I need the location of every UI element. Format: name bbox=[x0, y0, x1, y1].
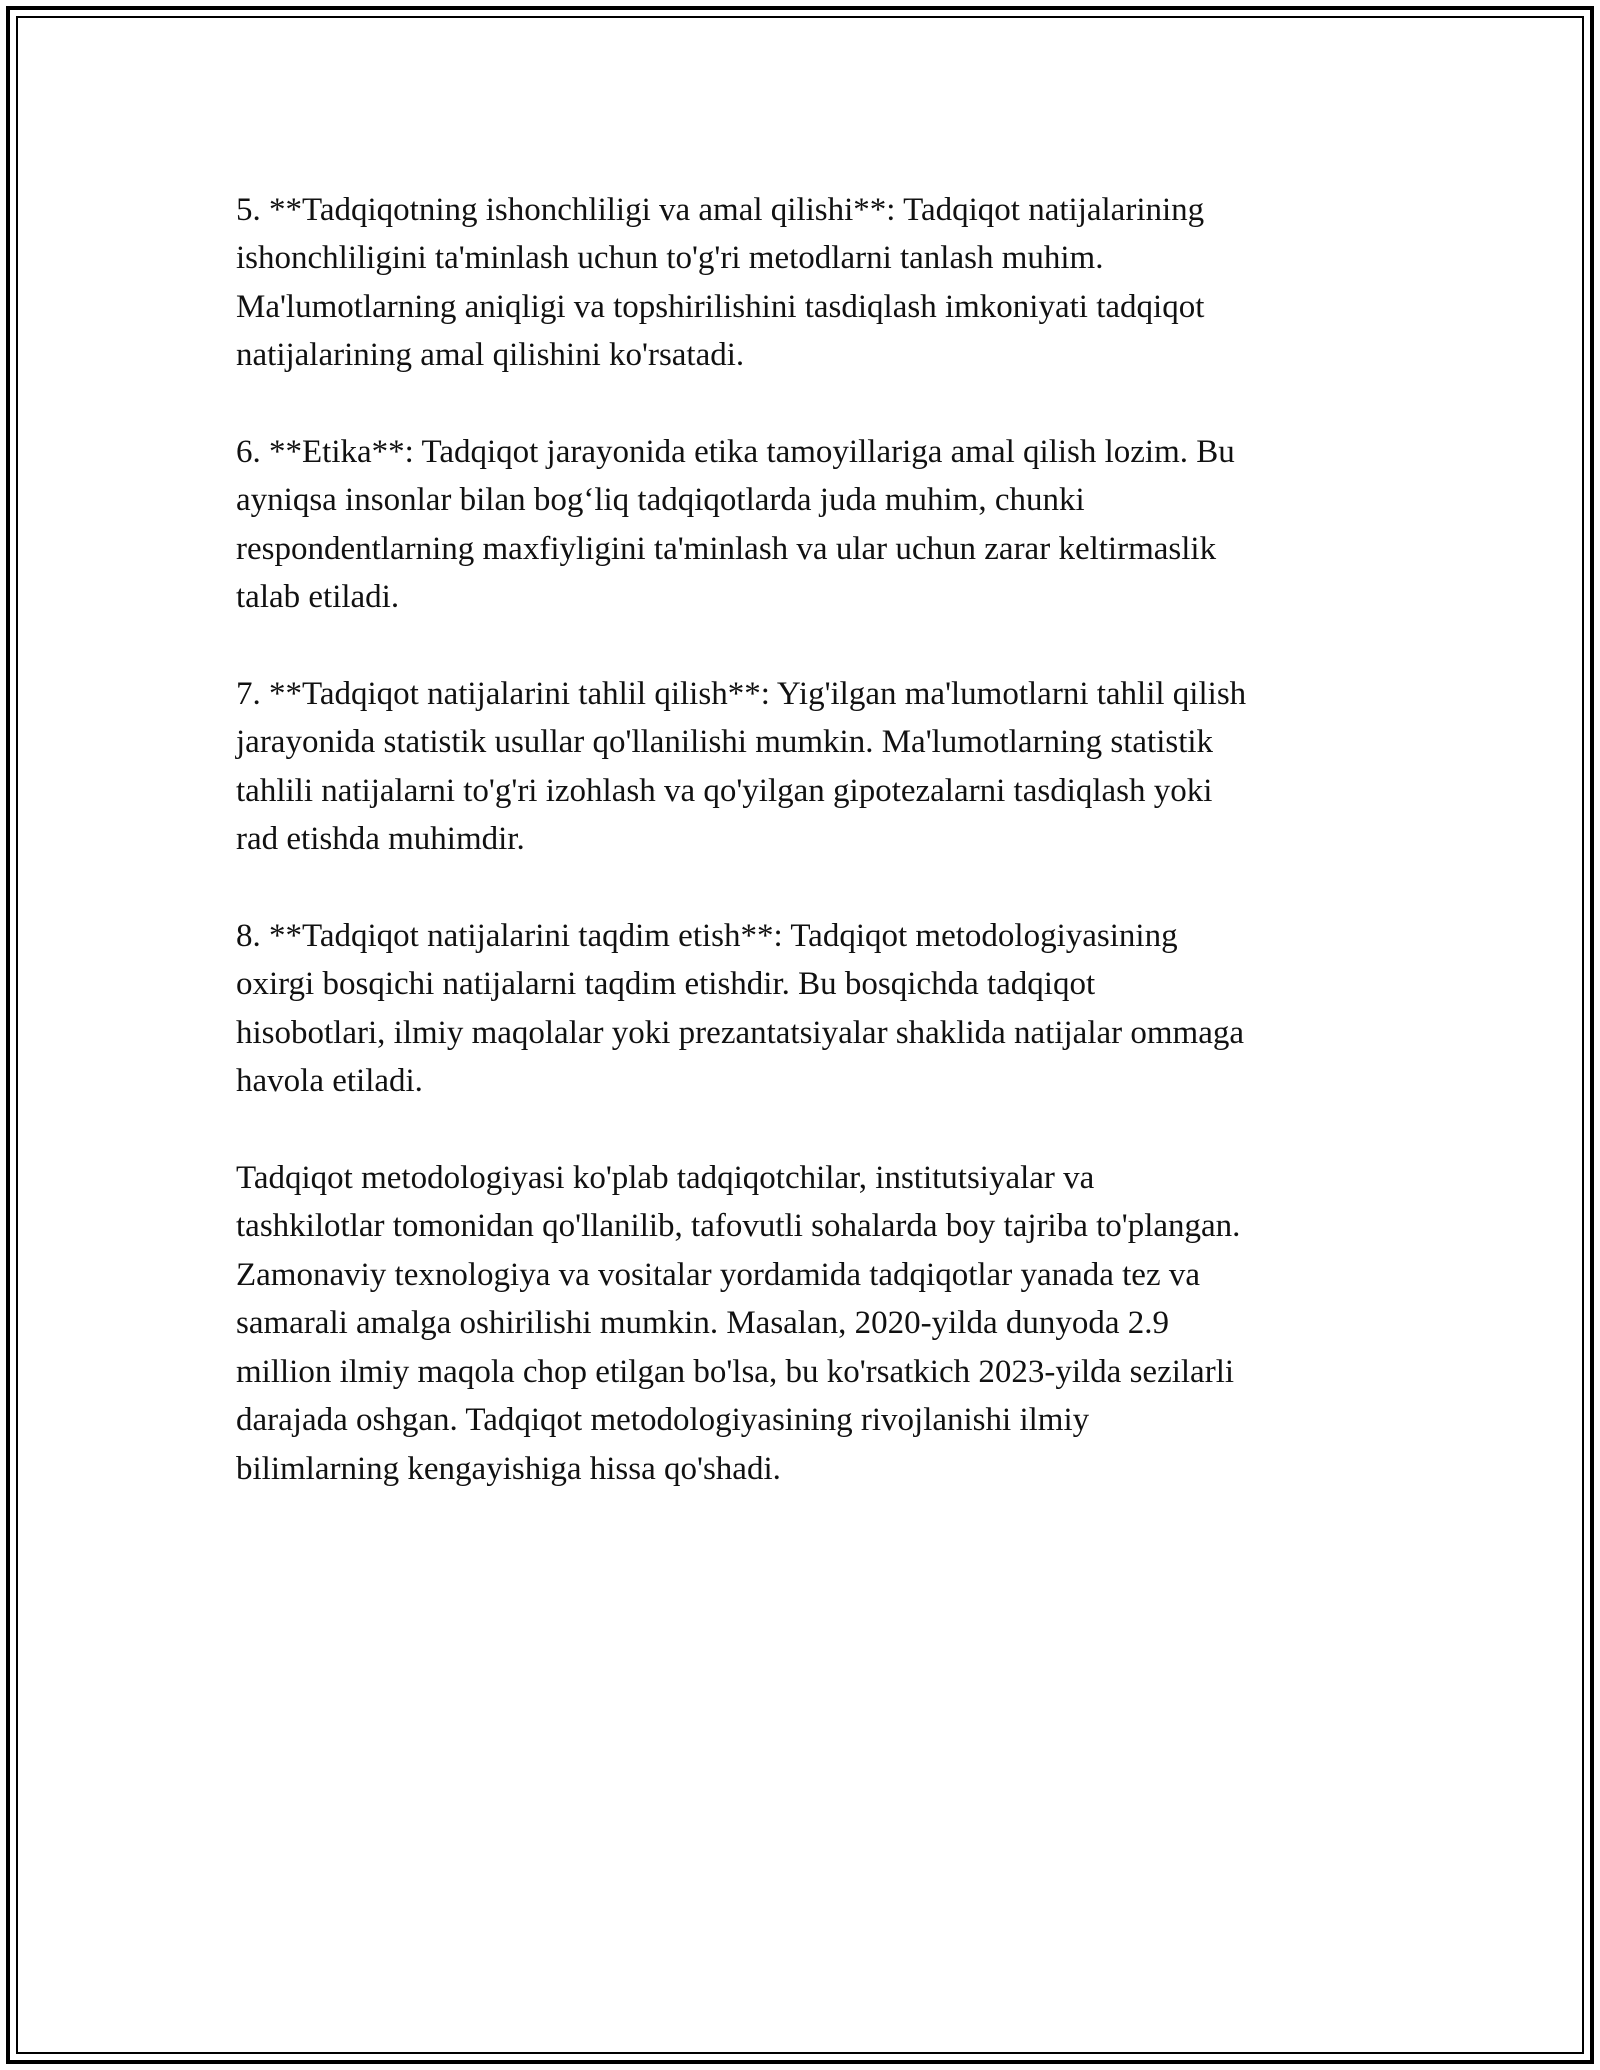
text-line: Zamonaviy texnologiya va vositalar yordamida tadqiqotlar yanada tez va bbox=[236, 1256, 1200, 1293]
text-line: million ilmiy maqola chop etilgan bo'lsa, bu ko'rsatkich 2023-yilda sezilarli bbox=[236, 1353, 1235, 1390]
text-line: Ma'lumotlarning aniqligi va topshirilishini tasdiqlash imkoniyati tadqiqot bbox=[236, 288, 1205, 325]
paragraph-ethics bbox=[236, 428, 1396, 622]
text-line: tahlili natijalarni to'g'ri izohlash va qo'yilgan gipotezalarni tasdiqlash yoki bbox=[236, 772, 1213, 809]
text-line: samarali amalga oshirilishi mumkin. Masalan, 2020-yilda dunyoda 2.9 bbox=[236, 1305, 1169, 1342]
text-line: havola etiladi. bbox=[236, 1063, 423, 1100]
text-line: natijalarining amal qilishini ko'rsatadi. bbox=[236, 337, 745, 374]
text-line: 7. **Tadqiqot natijalarini tahlil qilish**: Yig'ilgan ma'lumotlarni tahlil qilish bbox=[236, 676, 1247, 713]
paragraph-analysis bbox=[236, 670, 1396, 864]
text-line: darajada oshgan. Tadqiqot metodologiyasining rivojlanishi ilmiy bbox=[236, 1402, 1090, 1439]
text-line: Tadqiqot metodologiyasi ko'plab tadqiqotchilar, institutsiyalar va bbox=[236, 1160, 1095, 1197]
paragraph-presentation bbox=[236, 912, 1396, 1106]
text-line: 5. **Tadqiqotning ishonchliligi va amal qilishi**: Tadqiqot natijalarining bbox=[236, 192, 1205, 228]
text-line: 8. **Tadqiqot natijalarini taqdim etish**: Tadqiqot metodologiyasining bbox=[236, 918, 1178, 955]
text-line: rad etishda muhimdir. bbox=[236, 821, 525, 858]
paragraph-reliability bbox=[236, 186, 1396, 380]
text-line: tashkilotlar tomonidan qo'llanilib, tafovutli sohalarda boy tajriba to'plangan. bbox=[236, 1208, 1241, 1245]
text-line: hisobotlari, ilmiy maqolalar yoki prezantatsiyalar shaklida natijalar ommaga bbox=[236, 1014, 1245, 1051]
text-line: oxirgi bosqichi natijalarni taqdim etishdir. Bu bosqichda tadqiqot bbox=[236, 966, 1096, 1003]
text-line: ishonchliligini ta'minlash uchun to'g'ri metodlarni tanlash muhim. bbox=[236, 240, 1104, 277]
text-line: jarayonida statistik usullar qo'llanilishi mumkin. Ma'lumotlarning statistik bbox=[236, 724, 1214, 761]
document-body bbox=[236, 186, 1396, 1541]
text-line: 6. **Etika**: Tadqiqot jarayonida etika tamoyillariga amal qilish lozim. Bu bbox=[236, 434, 1235, 471]
text-line: respondentlarning maxfiyligini ta'minlash va ular uchun zarar keltirmaslik bbox=[236, 530, 1217, 567]
text-line: bilimlarning kengayishiga hissa qo'shadi. bbox=[236, 1450, 781, 1487]
paragraph-conclusion bbox=[236, 1154, 1396, 1493]
text-line: ayniqsa insonlar bilan bog‘liq tadqiqotlarda juda muhim, chunki bbox=[236, 482, 1085, 519]
text-line: talab etiladi. bbox=[236, 579, 400, 616]
